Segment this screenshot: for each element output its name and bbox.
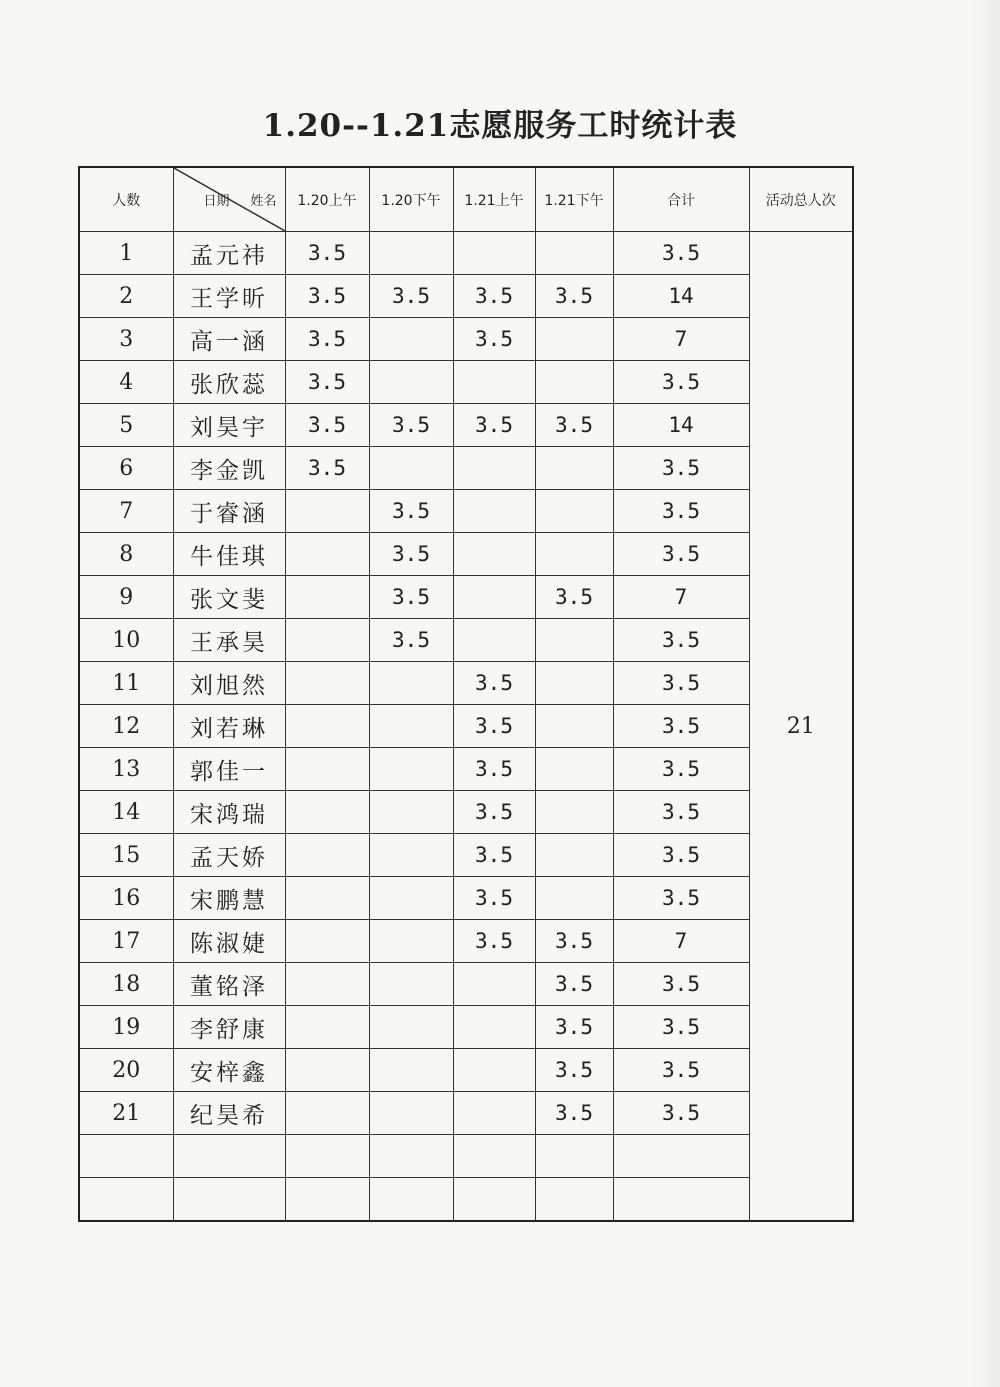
table-row	[79, 1049, 853, 1092]
row-slot-1	[285, 705, 369, 748]
row-total: 14	[613, 404, 749, 447]
row-slot-3: 3.5	[453, 275, 535, 318]
row-total: 3.5	[613, 748, 749, 791]
row-total: 3.5	[613, 834, 749, 877]
row-slot-2	[369, 920, 453, 963]
row-name: 李金凯	[173, 447, 285, 490]
row-slot-1	[285, 662, 369, 705]
row-slot-4	[535, 619, 613, 662]
row-number: 20	[79, 1049, 173, 1092]
row-name: 高一涵	[173, 318, 285, 361]
row-slot-3	[453, 1135, 535, 1178]
row-slot-2	[369, 705, 453, 748]
row-name: 李舒康	[173, 1006, 285, 1049]
row-slot-3	[453, 576, 535, 619]
row-slot-2	[369, 1049, 453, 1092]
row-total: 3.5	[613, 705, 749, 748]
row-slot-1	[285, 1049, 369, 1092]
row-slot-2	[369, 232, 453, 275]
row-name	[173, 1178, 285, 1222]
row-number: 17	[79, 920, 173, 963]
row-slot-4	[535, 877, 613, 920]
row-slot-4	[535, 318, 613, 361]
row-slot-3: 3.5	[453, 834, 535, 877]
header-slot-1: 1.20上午	[285, 167, 369, 232]
row-name: 王学昕	[173, 275, 285, 318]
hours-table	[78, 166, 854, 1222]
table-row	[79, 232, 853, 275]
row-slot-3: 3.5	[453, 318, 535, 361]
row-slot-4: 3.5	[535, 576, 613, 619]
table-row	[79, 1092, 853, 1135]
row-slot-2	[369, 1006, 453, 1049]
table-row	[79, 361, 853, 404]
row-number: 14	[79, 791, 173, 834]
row-total: 14	[613, 275, 749, 318]
table-row	[79, 1178, 853, 1222]
table-row	[79, 447, 853, 490]
table-row	[79, 834, 853, 877]
row-name: 王承昊	[173, 619, 285, 662]
table-row	[79, 1006, 853, 1049]
activity-total-value: 21	[749, 232, 853, 1222]
header-slot-2: 1.20下午	[369, 167, 453, 232]
header-total: 合计	[613, 167, 749, 232]
row-slot-2	[369, 1092, 453, 1135]
row-slot-2	[369, 834, 453, 877]
row-slot-4: 3.5	[535, 963, 613, 1006]
row-number: 15	[79, 834, 173, 877]
row-slot-1	[285, 576, 369, 619]
row-slot-3	[453, 447, 535, 490]
row-total: 3.5	[613, 877, 749, 920]
row-slot-3: 3.5	[453, 920, 535, 963]
row-total: 3.5	[613, 1092, 749, 1135]
row-number: 19	[79, 1006, 173, 1049]
row-slot-2	[369, 748, 453, 791]
table-row	[79, 705, 853, 748]
table-row	[79, 619, 853, 662]
row-slot-2	[369, 963, 453, 1006]
row-number: 4	[79, 361, 173, 404]
row-number: 6	[79, 447, 173, 490]
row-slot-1	[285, 1135, 369, 1178]
row-slot-2	[369, 318, 453, 361]
row-slot-1	[285, 1178, 369, 1222]
row-number: 12	[79, 705, 173, 748]
header-index: 人数	[79, 167, 173, 232]
row-number: 16	[79, 877, 173, 920]
row-name: 宋鸿瑞	[173, 791, 285, 834]
row-total	[613, 1135, 749, 1178]
row-slot-4: 3.5	[535, 404, 613, 447]
row-number: 18	[79, 963, 173, 1006]
row-name: 张欣蕊	[173, 361, 285, 404]
row-slot-2	[369, 1178, 453, 1222]
row-name: 刘旭然	[173, 662, 285, 705]
row-total: 3.5	[613, 1006, 749, 1049]
row-slot-3: 3.5	[453, 748, 535, 791]
table-row	[79, 662, 853, 705]
row-number: 9	[79, 576, 173, 619]
header-name-label: 姓名	[250, 194, 277, 209]
table-row	[79, 920, 853, 963]
row-slot-4	[535, 490, 613, 533]
row-slot-3	[453, 232, 535, 275]
row-slot-2: 3.5	[369, 275, 453, 318]
row-number: 3	[79, 318, 173, 361]
row-slot-1	[285, 877, 369, 920]
row-slot-2: 3.5	[369, 619, 453, 662]
row-slot-2	[369, 791, 453, 834]
table-row	[79, 791, 853, 834]
row-slot-1	[285, 748, 369, 791]
row-slot-2	[369, 447, 453, 490]
row-total: 3.5	[613, 662, 749, 705]
row-slot-1	[285, 791, 369, 834]
row-slot-2	[369, 361, 453, 404]
row-slot-1	[285, 1092, 369, 1135]
row-total: 7	[613, 576, 749, 619]
row-total: 3.5	[613, 447, 749, 490]
row-total: 3.5	[613, 232, 749, 275]
row-slot-4	[535, 705, 613, 748]
table-row	[79, 748, 853, 791]
table-row	[79, 275, 853, 318]
row-slot-3	[453, 1178, 535, 1222]
row-slot-2: 3.5	[369, 490, 453, 533]
table-row	[79, 318, 853, 361]
row-name: 孟元祎	[173, 232, 285, 275]
row-name: 孟天娇	[173, 834, 285, 877]
row-slot-3	[453, 619, 535, 662]
row-slot-1	[285, 963, 369, 1006]
row-slot-4: 3.5	[535, 1006, 613, 1049]
row-name: 于睿涵	[173, 490, 285, 533]
row-slot-4	[535, 662, 613, 705]
row-slot-1	[285, 920, 369, 963]
row-slot-4: 3.5	[535, 1049, 613, 1092]
row-slot-1: 3.5	[285, 275, 369, 318]
header-slot-4: 1.21下午	[535, 167, 613, 232]
row-name: 郭佳一	[173, 748, 285, 791]
row-name: 刘若琳	[173, 705, 285, 748]
header-date-label: 日期	[203, 194, 230, 209]
row-slot-3	[453, 1092, 535, 1135]
row-slot-2: 3.5	[369, 533, 453, 576]
row-name	[173, 1135, 285, 1178]
row-slot-3	[453, 490, 535, 533]
scan-edge	[972, 0, 1000, 1387]
row-number: 8	[79, 533, 173, 576]
row-number: 13	[79, 748, 173, 791]
row-slot-4	[535, 232, 613, 275]
table-row	[79, 1135, 853, 1178]
row-number	[79, 1178, 173, 1222]
row-number	[79, 1135, 173, 1178]
row-total: 3.5	[613, 361, 749, 404]
row-slot-1	[285, 834, 369, 877]
row-total: 7	[613, 318, 749, 361]
row-name: 纪昊希	[173, 1092, 285, 1135]
row-total: 3.5	[613, 490, 749, 533]
row-slot-4	[535, 748, 613, 791]
row-slot-4: 3.5	[535, 275, 613, 318]
row-slot-4: 3.5	[535, 1092, 613, 1135]
row-slot-3	[453, 361, 535, 404]
row-slot-1: 3.5	[285, 447, 369, 490]
table-row	[79, 963, 853, 1006]
table-row	[79, 576, 853, 619]
row-slot-3: 3.5	[453, 791, 535, 834]
page-title: 1.20--1.21志愿服务工时统计表	[262, 108, 738, 144]
row-slot-3: 3.5	[453, 662, 535, 705]
header-row	[79, 167, 853, 232]
table-row	[79, 533, 853, 576]
row-slot-1: 3.5	[285, 318, 369, 361]
row-slot-1	[285, 1006, 369, 1049]
row-number: 5	[79, 404, 173, 447]
row-slot-4	[535, 1178, 613, 1222]
row-slot-2	[369, 1135, 453, 1178]
row-slot-2	[369, 877, 453, 920]
row-slot-3	[453, 963, 535, 1006]
row-slot-1: 3.5	[285, 404, 369, 447]
table-row	[79, 404, 853, 447]
row-total: 3.5	[613, 619, 749, 662]
row-number: 11	[79, 662, 173, 705]
row-name: 张文斐	[173, 576, 285, 619]
row-total: 7	[613, 920, 749, 963]
row-slot-4	[535, 447, 613, 490]
row-number: 21	[79, 1092, 173, 1135]
row-slot-3	[453, 1049, 535, 1092]
row-slot-3: 3.5	[453, 404, 535, 447]
header-slot-3: 1.21上午	[453, 167, 535, 232]
header-activity-total: 活动总人次	[749, 167, 853, 232]
row-total: 3.5	[613, 791, 749, 834]
row-name: 牛佳琪	[173, 533, 285, 576]
row-slot-4	[535, 791, 613, 834]
row-slot-4	[535, 834, 613, 877]
row-total: 3.5	[613, 963, 749, 1006]
row-slot-4	[535, 1135, 613, 1178]
row-number: 1	[79, 232, 173, 275]
row-total	[613, 1178, 749, 1222]
row-slot-2: 3.5	[369, 576, 453, 619]
row-slot-4	[535, 533, 613, 576]
row-slot-3	[453, 533, 535, 576]
row-number: 2	[79, 275, 173, 318]
row-name: 陈淑婕	[173, 920, 285, 963]
row-name: 安梓鑫	[173, 1049, 285, 1092]
row-slot-3: 3.5	[453, 705, 535, 748]
row-slot-1	[285, 619, 369, 662]
row-number: 10	[79, 619, 173, 662]
row-total: 3.5	[613, 1049, 749, 1092]
table-row	[79, 490, 853, 533]
row-total: 3.5	[613, 533, 749, 576]
row-name: 刘昊宇	[173, 404, 285, 447]
row-slot-2: 3.5	[369, 404, 453, 447]
row-name: 宋鹏慧	[173, 877, 285, 920]
row-slot-3: 3.5	[453, 877, 535, 920]
row-slot-4	[535, 361, 613, 404]
row-slot-1	[285, 490, 369, 533]
row-slot-4: 3.5	[535, 920, 613, 963]
row-slot-1: 3.5	[285, 232, 369, 275]
header-date-name	[173, 167, 285, 232]
row-slot-1: 3.5	[285, 361, 369, 404]
row-name: 董铭泽	[173, 963, 285, 1006]
table-row	[79, 877, 853, 920]
row-slot-3	[453, 1006, 535, 1049]
row-slot-2	[369, 662, 453, 705]
row-slot-1	[285, 533, 369, 576]
row-number: 7	[79, 490, 173, 533]
